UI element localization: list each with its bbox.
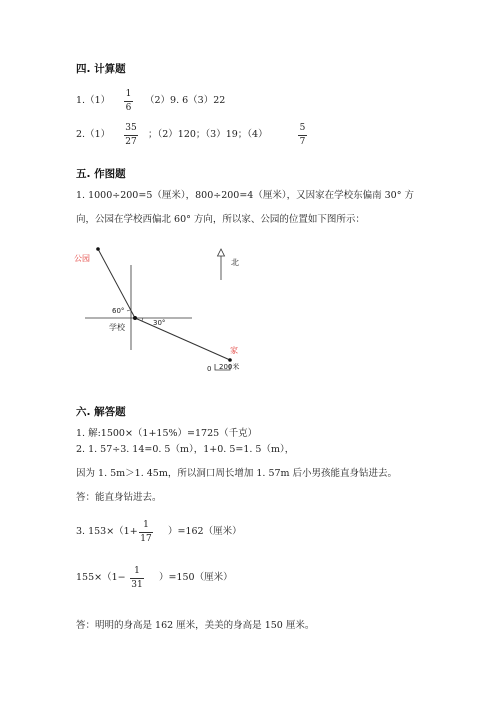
fraction-denominator: 7 [299, 137, 306, 147]
school-to-home-line [135, 318, 230, 360]
fraction-numerator: 1 [143, 520, 149, 530]
final-answer: 答：明明的身高是 162 厘米，美美的身高是 150 厘米。 [76, 620, 315, 631]
school-point [133, 316, 137, 320]
fraction-denominator: 31 [131, 580, 143, 590]
park-point [96, 247, 100, 251]
calc-q2-fraction-2 [298, 123, 307, 148]
answer-line-6-fraction [130, 566, 144, 591]
home-label: 家 [230, 346, 238, 355]
calc-q2-prefix: 2.（1） [76, 129, 111, 140]
answer-line-6-suffix: ）=150（厘米） [159, 572, 233, 583]
calc-q1-rest: （2）9. 6（3）22 [145, 95, 226, 106]
school-label: 学校 [109, 323, 125, 332]
answer-line-2: 2. 1. 57÷3. 14=0. 5（m），1+0. 5=1. 5（m）， [76, 444, 295, 455]
scale-length-label: 200米 [219, 363, 240, 371]
drawing-text-line-2: 向，公园在学校西偏北 60° 方向，所以家、公园的位置如下图所示： [76, 214, 365, 225]
fraction-numerator: 35 [125, 123, 137, 133]
section-title-calc: 四. 计算题 [76, 63, 126, 75]
home-point [228, 358, 232, 362]
fraction-denominator: 6 [125, 103, 132, 113]
section-title-drawing: 五. 作图题 [76, 168, 126, 180]
north-label: 北 [231, 258, 239, 267]
angle-arc-30 [142, 318, 143, 321]
answer-line-5-prefix: 3. 153×（1+ [76, 526, 138, 537]
answer-line-3: 因为 1. 5m＞1. 45m，所以洞口周长增加 1. 57m 后小男孩能直身钻进去。 [76, 468, 398, 479]
angle-label-60: 60° [112, 307, 125, 315]
direction-diagram [70, 240, 270, 385]
calc-q2-mid: ；（2）120；（3）19；（4） [148, 129, 268, 140]
scale-zero-label: 0 [207, 365, 212, 373]
fraction-numerator: 1 [125, 89, 132, 99]
answer-line-5-suffix: ）=162（厘米） [168, 526, 242, 537]
calc-q2-fraction-1 [124, 123, 138, 148]
angle-label-30: 30° [153, 319, 166, 327]
section-title-answers: 六. 解答题 [76, 406, 126, 418]
answer-line-6-prefix: 155×（1− [76, 572, 126, 583]
fraction-numerator: 5 [299, 123, 306, 133]
north-arrow-icon [218, 249, 225, 256]
angle-arc-60 [127, 310, 131, 311]
fraction-denominator: 27 [125, 137, 137, 147]
calc-q1-fraction [124, 89, 133, 114]
fraction-denominator: 17 [140, 534, 152, 544]
park-label: 公园 [74, 254, 90, 263]
drawing-text-line-1: 1. 1000÷200=5（厘米），800÷200=4（厘米），又因家在学校东偏南 30° 方 [76, 190, 414, 201]
answer-line-4: 答：能直身钻进去。 [76, 492, 162, 503]
fraction-numerator: 1 [134, 566, 140, 576]
answer-line-5-fraction [139, 520, 153, 545]
answer-line-1: 1. 解:1500×（1+15%）=1725（千克） [76, 428, 258, 439]
calc-q1-prefix: 1.（1） [76, 95, 111, 106]
